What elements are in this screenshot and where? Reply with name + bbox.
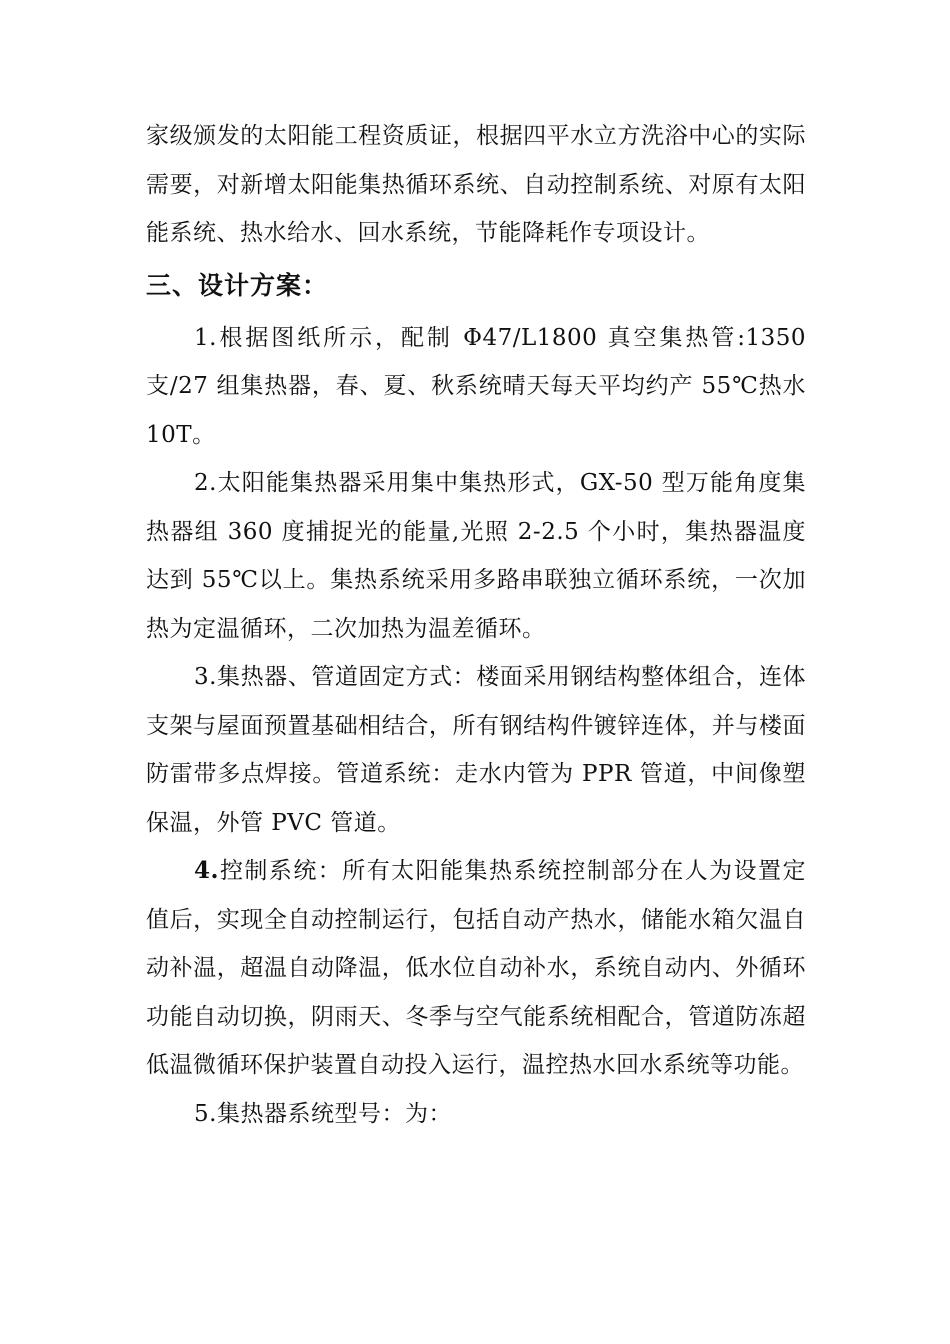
item-4-number: 4. xyxy=(194,857,220,884)
document-body xyxy=(146,112,806,1138)
item-3-paragraph xyxy=(146,653,806,847)
item-2-paragraph xyxy=(146,459,806,653)
item-2-text: 太阳能集热器采用集中集热形式，GX-50 型万能角度集热器组 360 度捕捉光的能量,光照 2-2.5 个小时，集热器温度达到 55℃以上。集热系统采用多路串联独立循环系统，一次加热为定温循环，二次加热为温差循环。 xyxy=(146,470,806,642)
item-1-number: 1. xyxy=(194,324,217,351)
item-1-text: 根据图纸所示，配制 Φ47/L1800 真空集热管:1350 支/27 组集热器，春、夏、秋系统晴天每天平均约产 55℃热水 10T。 xyxy=(146,324,806,448)
item-3-number: 3. xyxy=(194,664,217,690)
intro-paragraph: 家级颁发的太阳能工程资质证，根据四平水立方洗浴中心的实际需要，对新增太阳能集热循环系统、自动控制系统、对原有太阳能系统、热水给水、回水系统，节能降耗作专项设计。 xyxy=(146,123,806,246)
item-5-text: 集热器系统型号：为： xyxy=(216,1100,452,1127)
item-2-number: 2. xyxy=(194,470,217,496)
item-4-paragraph xyxy=(146,847,806,1090)
section-heading: 三、设计方案： xyxy=(146,270,329,300)
item-5-paragraph xyxy=(146,1090,806,1139)
item-3-text: 集热器、管道固定方式：楼面采用钢结构整体组合，连体支架与屋面预置基础相结合，所有钢结构件镀锌连体，并与楼面防雷带多点焊接。管道系统：走水内管为 PPR 管道，中间像塑保温，外管 PVC 管道。 xyxy=(146,664,806,836)
item-5-number: 5. xyxy=(194,1100,217,1127)
item-4-text: 控制系统：所有太阳能集热系统控制部分在人为设置定值后，实现全自动控制运行，包括自动产热水，储能水箱欠温自动补温，超温自动降温，低水位自动补水，系统自动内、外循环功能自动切换，阴雨天、冬季与空气能系统相配合，管道防冻超低温微循环保护装置自动投入运行，温控热水回水系统等功能。 xyxy=(146,858,806,1078)
item-1-paragraph xyxy=(146,314,806,460)
